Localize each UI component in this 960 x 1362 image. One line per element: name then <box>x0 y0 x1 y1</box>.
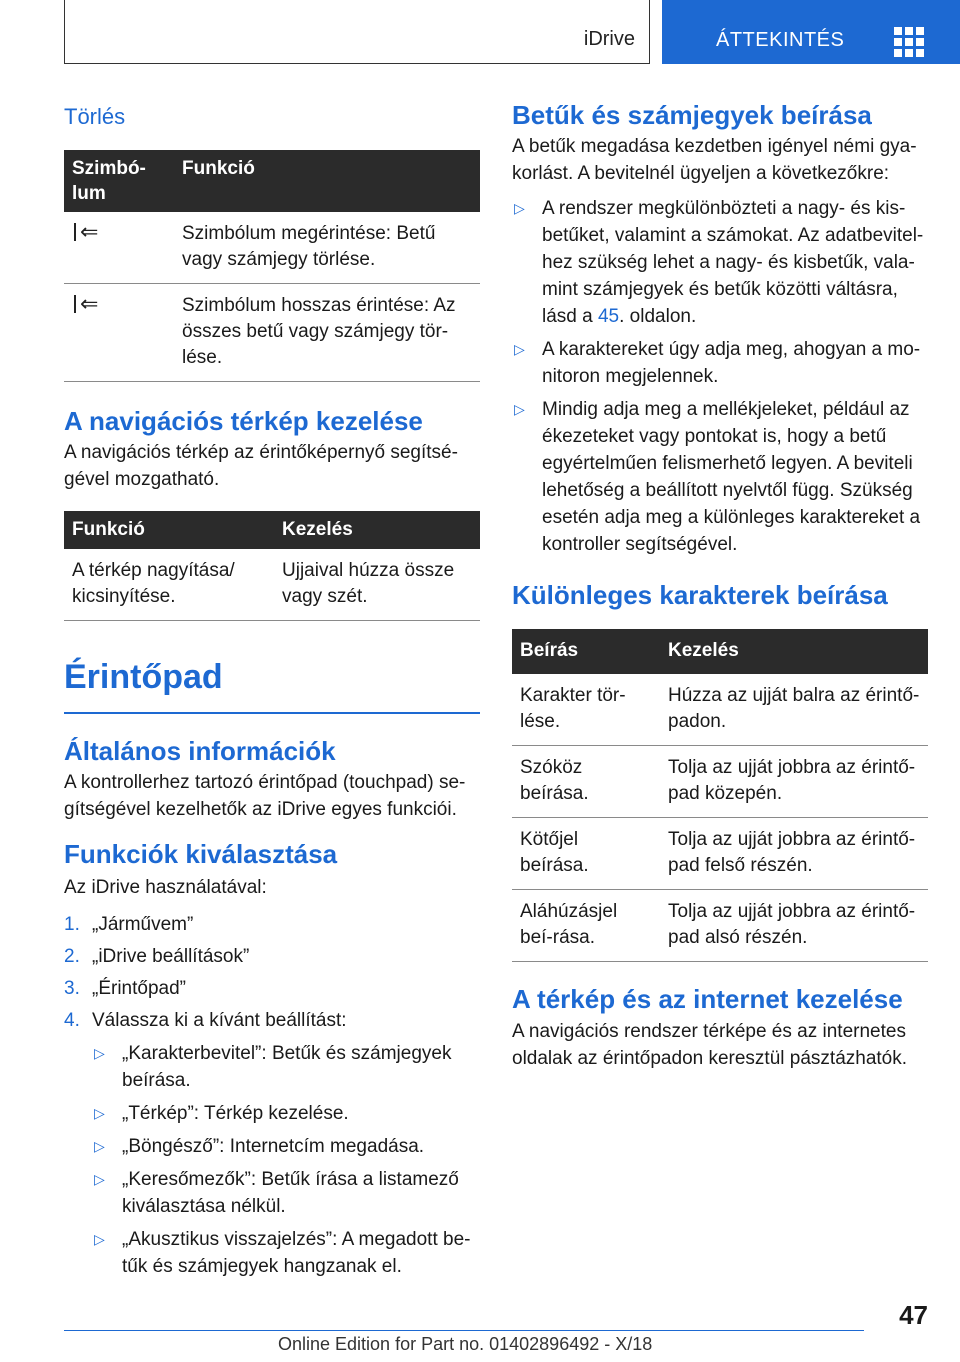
select-intro: Az iDrive használatával: <box>64 877 267 899</box>
torles-row-2-text: Szimbólum hosszas érintése: Az összes betű vagy számjegy tör-lése. <box>174 284 480 382</box>
nav-header-handling: Kezelés <box>274 511 480 549</box>
special-header-input: Beírás <box>512 629 660 674</box>
letters-text: A betűk megadása kezdetben igényel némi gya-korlást. A bevitelnél ügyeljen a következőkre: <box>512 136 917 185</box>
map-title: A térkép és az internet kezelése <box>512 984 903 1015</box>
letters-bullets <box>512 195 928 558</box>
list-item: ▷ A rendszer megkülönbözteti a nagy- és kis-betűket, valamint a számokat. Az adatbevitel-hez szükség lehet a nagy- és kisbetűk, vala-mint számjegyek és betűk közötti váltásra, lásd a 45. oldalon. <box>512 195 928 330</box>
torles-title: Törlés <box>64 104 126 129</box>
list-item: ▷ „Akusztikus visszajelzés”: A megadott be-tűk és számjegyek hangzanak el. <box>92 1226 480 1280</box>
grid-menu-icon[interactable] <box>894 27 922 53</box>
list-item: 4. Válassza ki a kívánt beállítást: <box>64 1010 347 1032</box>
page-link[interactable]: 45 <box>597 306 620 328</box>
header-section-label: ÁTTEKINTÉS <box>716 29 845 51</box>
left-column <box>64 100 480 1286</box>
triangle-bullet-icon: ▷ <box>94 1231 105 1248</box>
table-row: Aláhúzásjel beí-rása. Tolja az ujját jobbra az érintő-pad alsó részén. <box>512 890 928 962</box>
general-text: A kontrollerhez tartozó érintőpad (touchpad) se-gítségével kezelhetők az iDrive egyes funkciói. <box>64 772 466 821</box>
footer-edition: Online Edition for Part no. 01402896492 - X/18 <box>278 1334 653 1354</box>
triangle-bullet-icon: ▷ <box>94 1171 105 1188</box>
general-title: Általános információk <box>64 735 336 766</box>
page-number: 47 <box>899 1300 928 1330</box>
triangle-bullet-icon: ▷ <box>514 401 525 418</box>
nav-title: A navigációs térkép kezelése <box>64 406 423 436</box>
touchpad-title: Érintőpad <box>64 658 223 697</box>
list-item: ▷ „Böngésző”: Internetcím megadása. <box>92 1133 480 1160</box>
footer-rule <box>64 1330 864 1331</box>
backspace-icon: ⇐ <box>72 293 106 315</box>
torles-header-function: Funkció <box>174 150 480 212</box>
options-list <box>92 1040 480 1280</box>
table-row: A térkép nagyítása/ kicsinyítése. Ujjaival húzza össze vagy szét. <box>64 549 480 621</box>
triangle-bullet-icon: ▷ <box>94 1045 105 1062</box>
torles-header-symbol: Szimbó- lum <box>64 150 174 212</box>
torles-row-1-text: Szimbólum megérintése: Betű vagy számjegy törlése. <box>174 212 480 284</box>
table-row: Kötőjel beírása. Tolja az ujját jobbra az érintő-pad felső részén. <box>512 818 928 890</box>
nav-text: A navigációs térkép az érintőképernyő segítsé-gével mozgatható. <box>64 442 458 491</box>
triangle-bullet-icon: ▷ <box>514 200 525 217</box>
title-rule <box>64 712 480 714</box>
list-item: ▷ Mindig adja meg a mellékjeleket, például az ékezeteket vagy pontokat is, hogy a betű egyértelműen felismerhető legyen. A beviteli lehetőség a beállított nyelvtől függ. Szükség esetén adja meg a különleges karaktereket a kontroller segítségével. <box>512 396 928 558</box>
torles-table <box>64 150 480 382</box>
special-header-handling: Kezelés <box>660 629 928 674</box>
header-chapter-box <box>64 0 650 64</box>
select-title: Funkciók kiválasztása <box>64 839 338 870</box>
map-text: A navigációs rendszer térképe és az internetes oldalak az érintőpadon keresztül pásztázhatók. <box>512 1020 908 1069</box>
table-row <box>64 212 480 284</box>
right-column <box>512 100 928 1072</box>
list-item: 3. „Érintőpad” <box>64 978 186 1000</box>
triangle-bullet-icon: ▷ <box>94 1105 105 1122</box>
list-item: ▷ A karaktereket úgy adja meg, ahogyan a mo-nitoron megjelennek. <box>512 336 928 390</box>
list-item: ▷ „Karakterbevitel”: Betűk és számjegyek beírása. <box>92 1040 480 1094</box>
steps-list <box>64 911 480 1034</box>
table-row: Karakter tör-lése. Húzza az ujját balra az érintő-padon. <box>512 674 928 746</box>
triangle-bullet-icon: ▷ <box>514 341 525 358</box>
triangle-bullet-icon: ▷ <box>94 1138 105 1155</box>
header-section-tab[interactable] <box>662 0 960 64</box>
special-table <box>512 629 928 962</box>
letters-title: Betűk és számjegyek beírása <box>512 100 872 130</box>
list-item: 2. „iDrive beállítások” <box>64 946 250 968</box>
table-row <box>64 284 480 382</box>
special-title: Különleges karakterek beírása <box>512 580 888 611</box>
list-item: 1. „Járművem” <box>64 914 194 936</box>
header-chapter: iDrive <box>583 28 635 50</box>
table-row: Szóköz beírása. Tolja az ujját jobbra az érintő-pad közepén. <box>512 746 928 818</box>
list-item: ▷ „Térkép”: Térkép kezelése. <box>92 1100 480 1127</box>
nav-table <box>64 511 480 621</box>
list-item: ▷ „Keresőmezők”: Betűk írása a listamező kiválasztása nélkül. <box>92 1166 480 1220</box>
nav-header-function: Funkció <box>64 511 274 549</box>
backspace-icon: ⇐ <box>72 221 106 243</box>
